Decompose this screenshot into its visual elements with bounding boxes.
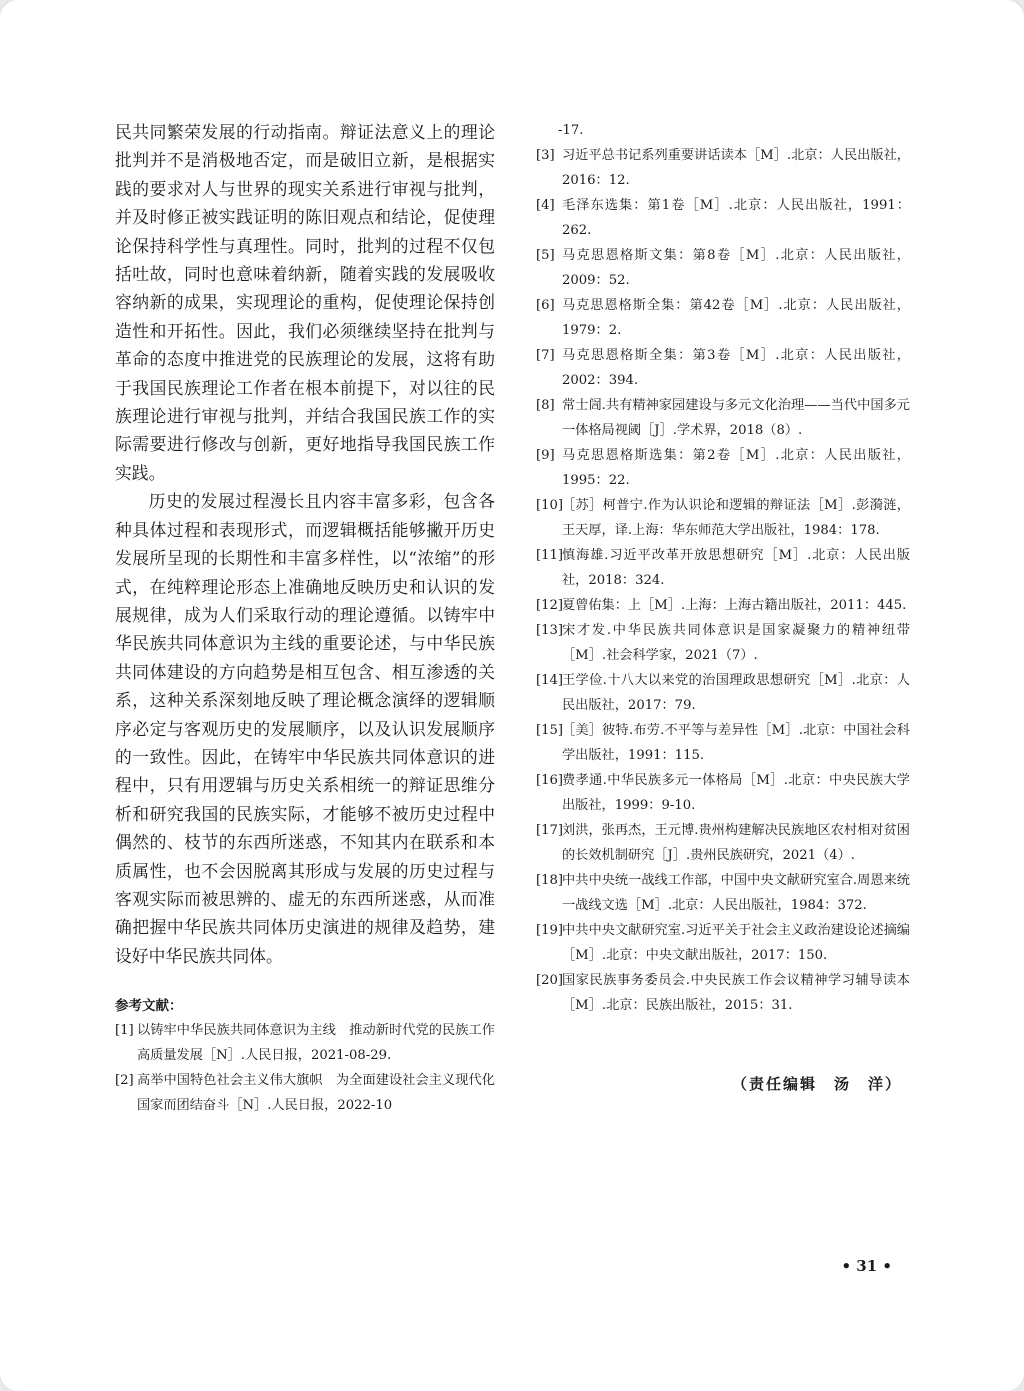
reference-item [115, 1068, 495, 1118]
reference-item [536, 243, 910, 293]
reference-number: [17] [536, 823, 564, 838]
reference-item [536, 818, 910, 868]
reference-text: 马克思恩格斯选集：第2卷［M］.北京：人民出版社，1995：22. [562, 448, 910, 488]
reference-item [536, 968, 910, 1018]
reference-continuation: -17. [558, 123, 584, 138]
reference-number: [11] [536, 548, 564, 563]
reference-item [536, 193, 910, 243]
page-number: • 31 • [841, 1257, 892, 1275]
reference-text: 夏曾佑集：上［M］.上海：上海古籍出版社，2011：445. [562, 598, 907, 613]
reference-text: 王学俭.十八大以来党的治国理政思想研究［M］.北京：人民出版社，2017：79. [562, 673, 910, 713]
reference-number: [12] [536, 598, 564, 613]
reference-number: [1] [115, 1023, 134, 1039]
reference-number: [10] [536, 498, 564, 513]
reference-text: 宋才发.中华民族共同体意识是国家凝聚力的精神纽带［M］.社会科学家，2021（7）. [562, 623, 910, 663]
reference-number: [20] [536, 973, 564, 988]
reference-number: [2] [115, 1073, 134, 1089]
reference-text: 马克思恩格斯全集：第42卷［M］.北京：人民出版社，1979：2. [562, 298, 910, 338]
reference-item [536, 493, 910, 543]
reference-text: 中共中央文献研究室.习近平关于社会主义政治建设论述摘编［M］.北京：中央文献出版社，2017：150. [562, 923, 910, 963]
reference-item [115, 1018, 495, 1068]
reference-text: 以铸牢中华民族共同体意识为主线 推动新时代党的民族工作高质量发展［N］.人民日报，2021-08-29. [137, 1023, 495, 1064]
reference-item [536, 293, 910, 343]
reference-number: [5] [536, 248, 555, 263]
reference-text: ［美］彼特.布劳.不平等与差异性［M］.北京：中国社会科学出版社，1991：115. [562, 723, 910, 763]
references-heading: 参考文献： [115, 998, 183, 1015]
references-list-left [115, 1018, 495, 1118]
reference-number: [3] [536, 148, 555, 163]
reference-number: [19] [536, 923, 564, 938]
reference-text: 高举中国特色社会主义伟大旗帜 为全面建设社会主义现代化国家而团结奋斗［N］.人民日报，2022-10 [137, 1073, 495, 1114]
reference-number: [15] [536, 723, 564, 738]
reference-text: ［苏］柯普宁.作为认识论和逻辑的辩证法［M］.彭漪涟，王天厚，译.上海：华东师范大学出版社，1984：178. [562, 498, 910, 538]
reference-number: [8] [536, 398, 555, 413]
references-list-right [536, 143, 910, 1018]
reference-item [536, 868, 910, 918]
reference-text: 国家民族事务委员会.中央民族工作会议精神学习辅导读本［M］.北京：民族出版社，2015：31. [562, 973, 910, 1013]
reference-number: [4] [536, 198, 555, 213]
reference-item [536, 618, 910, 668]
reference-text: 慎海雄.习近平改革开放思想研究［M］.北京：人民出版社，2018：324. [562, 548, 910, 588]
reference-number: [7] [536, 348, 555, 363]
reference-text: 毛泽东选集：第1卷［M］.北京：人民出版社，1991：262. [562, 198, 910, 238]
reference-item [536, 593, 910, 618]
right-column [536, 118, 910, 1018]
reference-text: 马克思恩格斯全集：第3卷［M］.北京：人民出版社，2002：394. [562, 348, 910, 388]
reference-text: 习近平总书记系列重要讲话读本［M］.北京：人民出版社，2016：12. [562, 148, 910, 188]
reference-item [536, 918, 910, 968]
reference-number: [14] [536, 673, 564, 688]
reference-item [536, 668, 910, 718]
reference-item [536, 343, 910, 393]
reference-text: 马克思恩格斯文集：第8卷［M］.北京：人民出版社，2009：52. [562, 248, 910, 288]
reference-item [536, 543, 910, 593]
reference-number: [13] [536, 623, 564, 638]
reference-item [536, 718, 910, 768]
reference-text: 费孝通.中华民族多元一体格局［M］.北京：中央民族大学出版社，1999：9-10. [562, 773, 910, 813]
reference-number: [9] [536, 448, 555, 463]
reference-number: [6] [536, 298, 555, 313]
reference-item [536, 143, 910, 193]
left-column [115, 118, 495, 1118]
reference-number: [16] [536, 773, 564, 788]
reference-item [536, 393, 910, 443]
paragraph-1: 民共同繁荣发展的行动指南。辩证法意义上的理论批判并不是消极地否定，而是破旧立新，是根据实践的要求对人与世界的现实关系进行审视与批判，并及时修正被实践证明的陈旧观点和结论，促使理论保持科学性与真理性。同时，批判的过程不仅包括吐故，同时也意味着纳新，随着实践的发展吸收容纳新的成果，实现理论的重构，促使理论保持创造性和开拓性。因此，我们必须继续坚持在批判与革命的态度中推进党的民族理论的发展，这将有助于我国民族理论工作者在根本前提下，对以往的民族理论进行审视与批判，并结合我国民族工作的实际需要进行修改与创新，更好地指导我国民族工作实践。 [115, 122, 495, 483]
reference-item [536, 443, 910, 493]
reference-item [536, 768, 910, 818]
reference-number: [18] [536, 873, 564, 888]
paragraph-2: 历史的发展过程漫长且内容丰富多彩，包含各种具体过程和表现形式，而逻辑概括能够撇开历史发展所呈现的长期性和丰富多样性，以“浓缩”的形式，在纯粹理论形态上准确地反映历史和认识的发展规律，成为人们采取行动的理论遵循。以铸牢中华民族共同体意识为主线的重要论述，与中华民族共同体建设的方向趋势是相互包含、相互渗透的关系，这种关系深刻地反映了理论概念演绎的逻辑顺序必定与客观历史的发展顺序，以及认识发展顺序的一致性。因此，在铸牢中华民族共同体意识的进程中，只有用逻辑与历史关系相统一的辩证思维分析和研究我国的民族实际，才能够不被历史过程中偶然的、枝节的东西所迷惑，不知其内在联系和本质属性，也不会因脱离其形成与发展的历史过程与客观实际而被思辨的、虚无的东西所迷惑，从而准确把握中华民族共同体历史演进的规律及趋势，建设好中华民族共同体。 [115, 491, 495, 966]
body-text [115, 118, 495, 970]
reference-text: 常士訚.共有精神家园建设与多元文化治理——当代中国多元一体格局视阈［J］.学术界，2018（8）. [562, 398, 910, 438]
reference-text: 刘洪，张再杰，王元博.贵州构建解决民族地区农村相对贫困的长效机制研究［J］.贵州民族研究，2021（4）. [562, 823, 910, 863]
reference-text: 中共中央统一战线工作部，中国中央文献研究室合.周恩来统一战线文选［M］.北京：人民出版社，1984：372. [562, 873, 910, 913]
responsible-editor: （责任编辑 汤 洋） [731, 1075, 902, 1093]
